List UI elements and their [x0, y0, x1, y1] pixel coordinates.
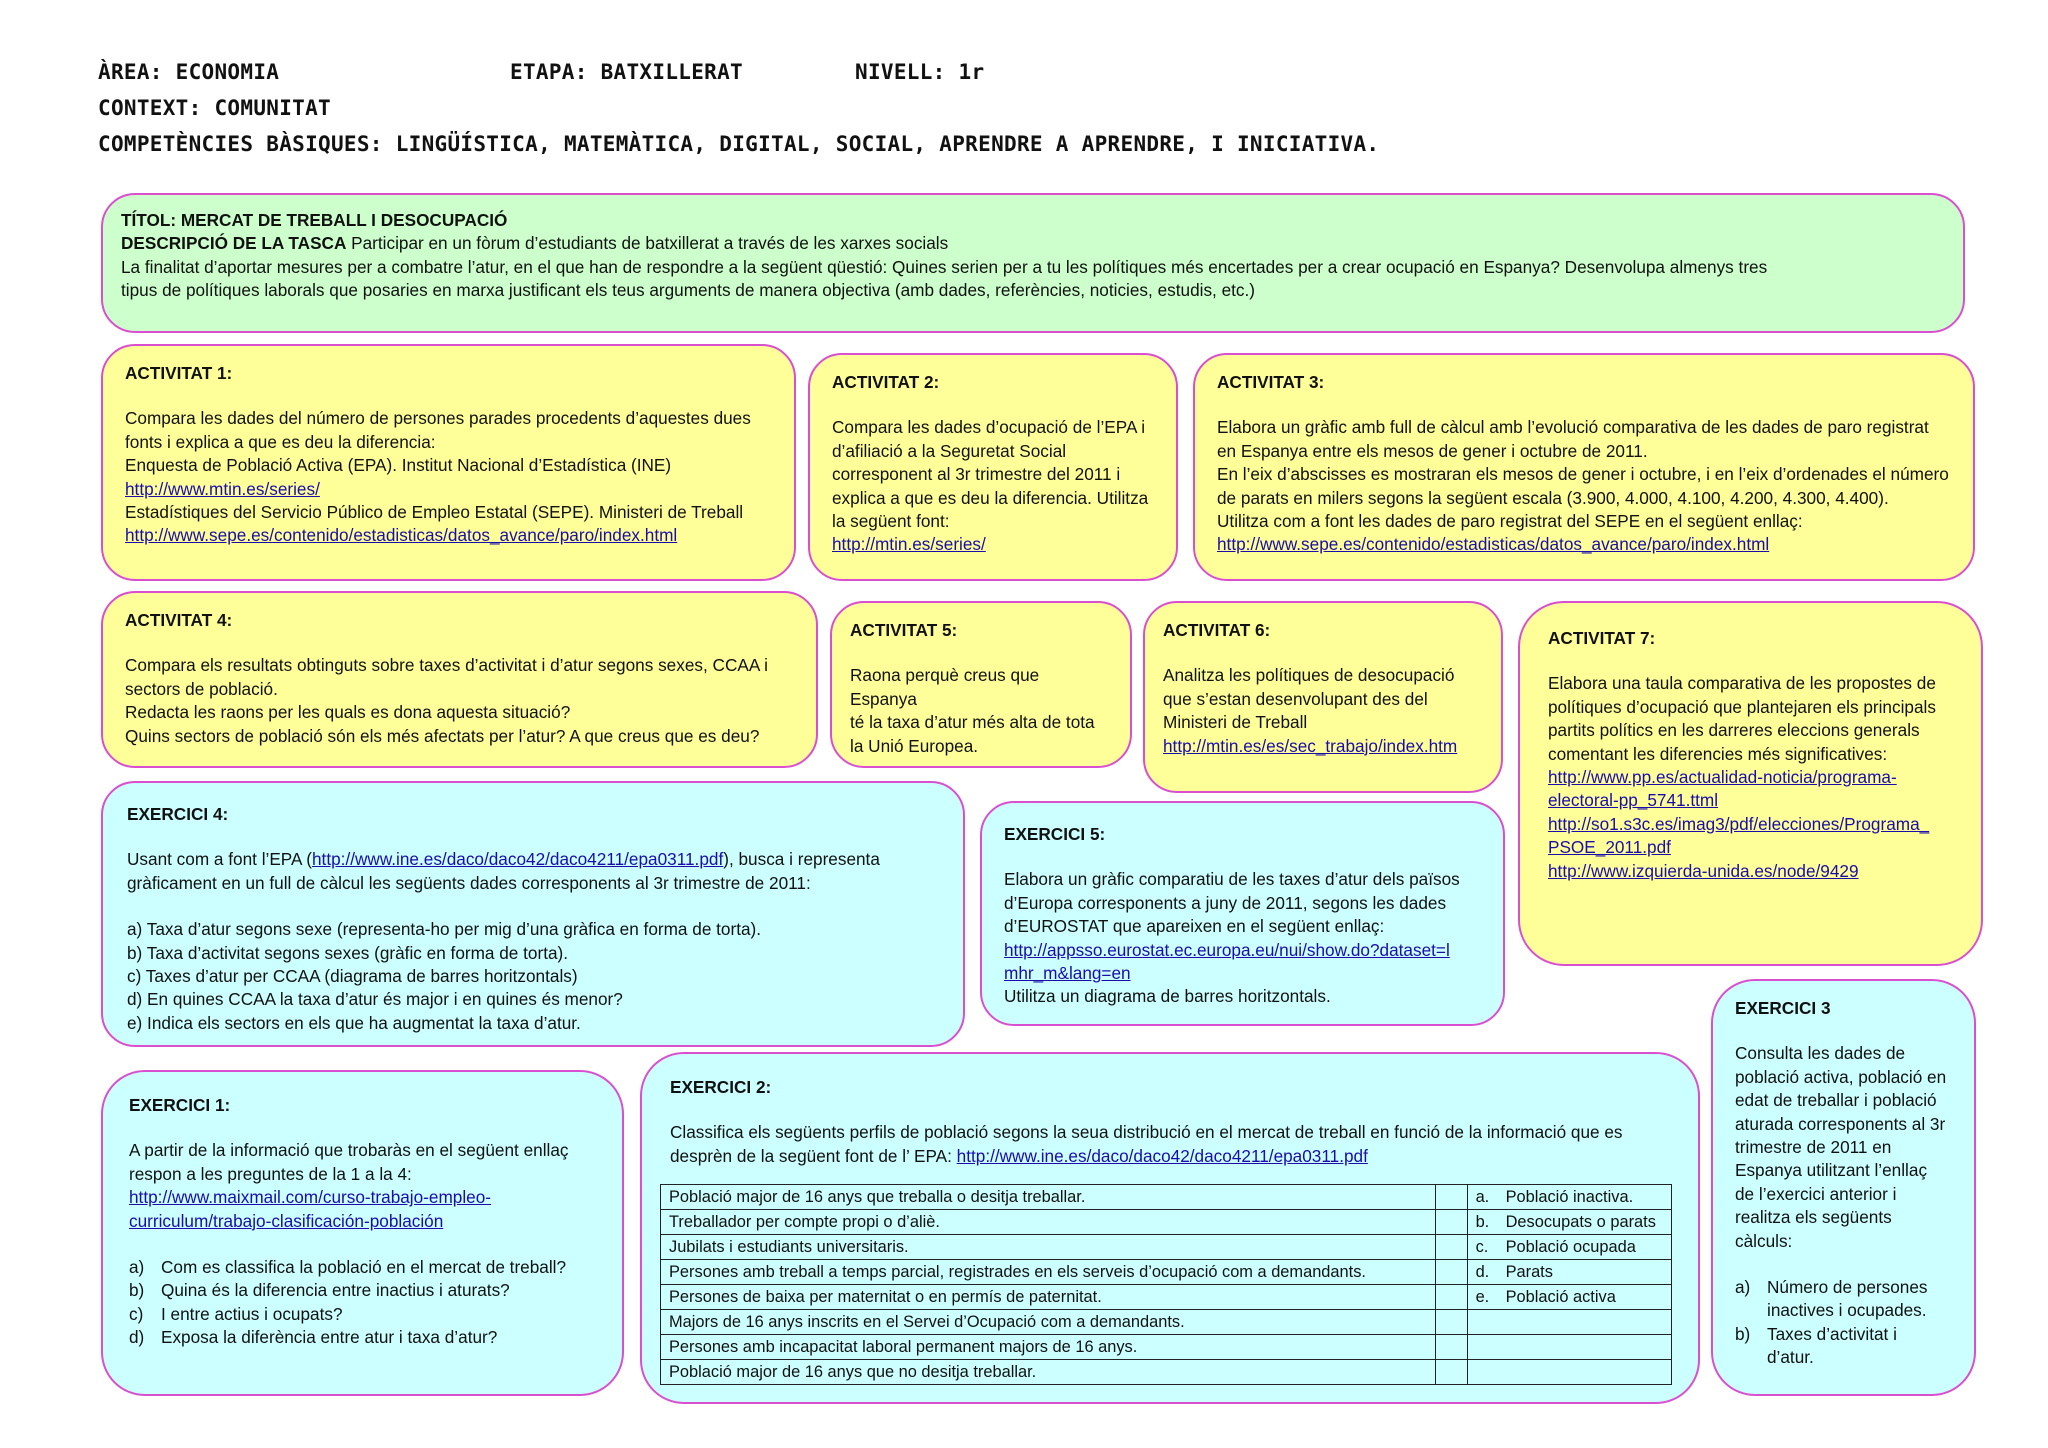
list-marker: a) [129, 1257, 145, 1278]
activitat-3-line: de parats en milers segons la següent escala (3.900, 4.000, 4.100, 4.200, 4.300, 4.400). [1217, 487, 1889, 508]
activitat-6-line: Ministeri de Treball [1163, 712, 1308, 733]
option-text: Població inactiva. [1505, 1188, 1634, 1207]
list-item [129, 1279, 596, 1302]
table-row [661, 1210, 1672, 1235]
table-cell: Persones de baixa per maternitat o en permís de paternitat. [661, 1285, 1436, 1310]
table-cell: Població major de 16 anys que treballa o desitja treballar. [661, 1185, 1436, 1210]
exercici-4-item: b) Taxa d’activitat segons sexes (gràfic en forma de torta). [127, 942, 569, 963]
exercici-3-item-text: d’atur. [1767, 1347, 1814, 1368]
table-cell [1435, 1310, 1467, 1335]
activitat-7-link-pp[interactable]: http://www.pp.es/actualidad-noticia/programa- [1548, 767, 1897, 788]
exercici-4-item: d) En quines CCAA la taxa d’atur és major i en quines és menor? [127, 989, 623, 1010]
exercici-4-link-epa[interactable]: http://www.ine.es/daco/daco42/daco4211/epa0311.pdf [312, 849, 724, 870]
exercici-4-item: a) Taxa d’atur segons sexe (representa-ho per mig d’una gràfica en forma de torta). [127, 919, 762, 940]
activitat-1-line: Enquesta de Població Activa (EPA). Institut Nacional d’Estadística (INE) [125, 455, 672, 476]
table-cell [1435, 1285, 1467, 1310]
list-text: Quina és la diferencia entre inactius i aturats? [161, 1280, 510, 1301]
exercici-3-item-text: inactives i ocupades. [1767, 1300, 1927, 1321]
exercici-3-title: EXERCICI 3 [1735, 998, 1831, 1018]
titol-line3: La finalitat d’aportar mesures per a combatre l’atur, en el que han de respondre a la següent qüestió: Quines serien per a tu les polítiques més encertades per a crear ocupació en Espanya? Desenvolupa almenys tres [121, 256, 1768, 277]
list-marker: c) [129, 1303, 144, 1324]
exercici-2-line: desprèn de la següent font de l’ EPA: [670, 1145, 957, 1166]
exercici-3-line: Espanya utilitzant l’enllaç [1735, 1160, 1928, 1181]
nivell-label: NIVELL: 1r [855, 60, 985, 84]
table-row [661, 1285, 1672, 1310]
activitat-3-title: ACTIVITAT 3: [1217, 372, 1325, 392]
table-cell [1435, 1185, 1467, 1210]
exercici-4-line: gràficament en un full de càlcul les següents dades corresponents al 3r trimestre de 2011: [127, 872, 811, 893]
table-cell [1467, 1210, 1671, 1235]
activitat-3-line: En l’eix d’abscisses es mostraran els mesos de gener i octubre, i en l’eix d’ordenades el número [1217, 464, 1949, 485]
exercici-3-line: població activa, població en [1735, 1066, 1947, 1087]
area-label: ÀREA: ECONOMIA [98, 60, 280, 84]
activitat-6-box [1143, 601, 1503, 793]
exercici-3-item [1735, 1276, 1952, 1323]
table-row [661, 1235, 1672, 1260]
exercici-2-table [660, 1184, 1672, 1385]
activitat-1-line: Estadístiques del Servicio Público de Empleo Estatal (SEPE). Ministeri de Treball [125, 502, 744, 523]
exercici-5-line: Utilitza un diagrama de barres horitzontals. [1004, 986, 1331, 1007]
table-cell [1435, 1335, 1467, 1360]
list-marker: d) [129, 1327, 145, 1348]
table-row [661, 1360, 1672, 1385]
option-marker: b. [1475, 1213, 1490, 1232]
titol-text: MERCAT DE TREBALL I DESOCUPACIÓ [180, 210, 508, 230]
context-label: CONTEXT: COMUNITAT [98, 96, 331, 120]
option-marker: c. [1475, 1238, 1489, 1257]
table-cell: Treballador per compte propi o d’aliè. [661, 1210, 1436, 1235]
exercici-3-line: realitza els següents [1735, 1207, 1892, 1228]
table-cell: Població major de 16 anys que no desitja treballar. [661, 1360, 1436, 1385]
exercici-4-text: ), busca i representa [723, 849, 880, 870]
option-text: Desocupats o parats [1505, 1213, 1656, 1232]
activitat-2-box [808, 353, 1178, 581]
table-row [661, 1260, 1672, 1285]
activitat-7-line: Elabora una taula comparativa de les propostes de [1548, 673, 1936, 694]
competencies-label: COMPETÈNCIES BÀSIQUES: LINGÜÍSTICA, MATEMÀTICA, DIGITAL, SOCIAL, APRENDRE A APRENDRE, I INICIATIVA. [98, 132, 1380, 156]
activitat-2-title: ACTIVITAT 2: [832, 372, 940, 392]
exercici-1-title: EXERCICI 1: [129, 1095, 231, 1115]
table-cell [1467, 1235, 1671, 1260]
exercici-3-line: de l’exercici anterior i [1735, 1183, 1897, 1204]
list-item [129, 1256, 596, 1279]
table-cell [1435, 1210, 1467, 1235]
table-cell: Majors de 16 anys inscrits en el Servei d’Ocupació com a demandants. [661, 1310, 1436, 1335]
activitat-7-line: partits polítics en les darreres eleccions generals [1548, 720, 1920, 741]
table-cell [1467, 1335, 1671, 1360]
table-cell [1467, 1185, 1671, 1210]
activitat-4-line: Quins sectors de població són els més afectats per l’atur? A que creus que es deu? [125, 725, 760, 746]
list-text: I entre actius i ocupats? [161, 1303, 343, 1324]
list-item [129, 1303, 596, 1326]
exercici-1-line: A partir de la informació que trobaràs en el següent enllaç [129, 1140, 569, 1161]
list-item [129, 1326, 596, 1349]
activitat-7-box [1518, 601, 1983, 966]
exercici-3-box [1711, 979, 1976, 1396]
table-cell [1467, 1285, 1671, 1310]
option-text: Població activa [1505, 1288, 1616, 1307]
list-text: Exposa la diferència entre atur i taxa d’atur? [161, 1327, 498, 1348]
option-marker: a. [1475, 1188, 1490, 1207]
activitat-4-box [101, 591, 818, 768]
exercici-3-line: edat de treballar i població [1735, 1090, 1937, 1111]
descripcio-text: Participar en un fòrum d’estudiants de batxillerat a través de les xarxes socials [346, 233, 949, 254]
exercici-3-line: Consulta les dades de [1735, 1043, 1906, 1064]
activitat-7-line: comentant les diferencies més significatives: [1548, 743, 1888, 764]
activitat-3-box [1193, 353, 1975, 581]
exercici-1-box [101, 1070, 624, 1396]
activitat-7-link-iu[interactable]: http://www.izquierda-unida.es/node/9429 [1548, 860, 1859, 881]
exercici-5-line: d’Europa corresponents a juny de 2011, segons les dades [1004, 892, 1447, 913]
exercici-4-box [101, 781, 965, 1047]
activitat-3-link[interactable]: http://www.sepe.es/contenido/estadisticas/datos_avance/paro/index.html [1217, 534, 1770, 555]
exercici-5-line: Elabora un gràfic comparatiu de les taxes d’atur dels països [1004, 869, 1460, 890]
exercici-2-link-epa[interactable]: http://www.ine.es/daco/daco42/daco4211/epa0311.pdf [956, 1145, 1368, 1166]
activitat-1-line: Compara les dades del número de persones parades procedents d’aquestes dues [125, 408, 751, 429]
titol-box [101, 193, 1965, 333]
table-cell [1467, 1260, 1671, 1285]
exercici-5-link[interactable]: http://appsso.eurostat.ec.europa.eu/nui/show.do?dataset=l [1004, 939, 1450, 960]
activitat-5-line: té la taxa d’atur més alta de tota [850, 712, 1095, 733]
table-cell [1467, 1360, 1671, 1385]
activitat-4-line: sectors de població. [125, 678, 278, 699]
activitat-5-line: la Unió Europea. [850, 735, 979, 756]
exercici-5-box [980, 801, 1505, 1026]
activitat-7-link-pp[interactable]: electoral-pp_5741.ttml [1548, 790, 1719, 811]
table-cell [1435, 1360, 1467, 1385]
exercici-3-item [1735, 1323, 1952, 1370]
exercici-4-item: e) Indica els sectors en els que ha augmentat la taxa d’atur. [127, 1012, 581, 1033]
activitat-2-line: la següent font: [832, 511, 950, 532]
exercici-5-title: EXERCICI 5: [1004, 824, 1106, 844]
activitat-1-link-sepe[interactable]: http://www.sepe.es/contenido/estadisticas/datos_avance/paro/index.html [125, 525, 678, 546]
activitat-7-line: polítiques d’ocupació que plantejaren els principals [1548, 696, 1936, 717]
activitat-6-title: ACTIVITAT 6: [1163, 620, 1271, 640]
table-cell [1435, 1260, 1467, 1285]
activitat-7-link-psoe[interactable]: PSOE_2011.pdf [1548, 837, 1671, 858]
activitat-5-title: ACTIVITAT 5: [850, 620, 958, 640]
list-marker: b) [1735, 1323, 1751, 1344]
table-cell [1467, 1310, 1671, 1335]
list-text: Com es classifica la població en el mercat de treball? [161, 1257, 567, 1278]
exercici-3-item-text: Número de persones [1767, 1277, 1928, 1298]
option-marker: d. [1475, 1263, 1490, 1282]
exercici-1-line: respon a les preguntes de la 1 a la 4: [129, 1163, 412, 1184]
activitat-6-line: Analitza les polítiques de desocupació [1163, 665, 1455, 686]
exercici-1-link[interactable]: http://www.maixmail.com/curso-trabajo-empleo- [129, 1187, 492, 1208]
exercici-5-line: d’EUROSTAT que apareixen en el següent enllaç: [1004, 916, 1385, 937]
activitat-5-box [830, 601, 1132, 768]
table-row [661, 1185, 1672, 1210]
titol-label: TÍTOL: [121, 210, 177, 230]
exercici-4-text: Usant com a font l’EPA ( [127, 849, 312, 870]
table-cell [1435, 1235, 1467, 1260]
activitat-1-box [101, 344, 796, 581]
activitat-4-line: Redacta les raons per les quals es dona aquesta situació? [125, 702, 571, 723]
activitat-1-title: ACTIVITAT 1: [125, 363, 233, 383]
exercici-2-line: Classifica els següents perfils de població segons la seua distribució en el mercat de treball en funció de la informació que es [670, 1122, 1623, 1143]
exercici-4-title: EXERCICI 4: [127, 804, 229, 824]
exercici-3-line: trimestre de 2011 en [1735, 1137, 1892, 1158]
activitat-5-line: Raona perquè creus que Espanya [850, 665, 1040, 709]
activitat-3-line: Utilitza com a font les dades de paro registrat del SEPE en el següent enllaç: [1217, 511, 1803, 532]
activitat-2-link[interactable]: http://mtin.es/series/ [832, 534, 986, 555]
activitat-6-line: que s’estan desenvolupant des del [1163, 688, 1428, 709]
exercici-3-item-text: Taxes d’activitat i [1767, 1323, 1897, 1344]
table-row [661, 1310, 1672, 1335]
activitat-1-link-mtin[interactable]: http://www.mtin.es/series/ [125, 478, 320, 499]
exercici-2-title: EXERCICI 2: [670, 1077, 772, 1097]
activitat-2-line: explica a que es deu la diferencia. Utilitza [832, 487, 1149, 508]
table-cell: Persones amb incapacitat laboral permanent majors de 16 anys. [661, 1335, 1436, 1360]
option-marker: e. [1475, 1288, 1490, 1307]
table-cell: Persones amb treball a temps parcial, registrades en els serveis d’ocupació com a demandants. [661, 1260, 1436, 1285]
exercici-3-line: aturada corresponents al 3r [1735, 1113, 1946, 1134]
exercici-3-line: càlculs: [1735, 1230, 1793, 1251]
activitat-3-line: Elabora un gràfic amb full de càlcul amb l’evolució comparativa de les dades de paro registrat [1217, 417, 1929, 438]
list-marker: a) [1735, 1277, 1751, 1298]
exercici-1-link[interactable]: curriculum/trabajo-clasificación-población [129, 1210, 444, 1231]
activitat-7-link-psoe[interactable]: http://so1.s3c.es/imag3/pdf/elecciones/Programa_ [1548, 813, 1930, 834]
titol-line4: tipus de polítiques laborals que posaries en marxa justificant els teus arguments de manera objectiva (amb dades, referències, noticies, estudis, etc.) [121, 280, 1256, 301]
activitat-7-title: ACTIVITAT 7: [1548, 628, 1656, 648]
activitat-1-line: fonts i explica a que es deu la diferencia: [125, 431, 436, 452]
table-row [661, 1335, 1672, 1360]
etapa-label: ETAPA: BATXILLERAT [510, 60, 743, 84]
option-text: Parats [1505, 1263, 1553, 1282]
activitat-4-title: ACTIVITAT 4: [125, 610, 233, 630]
activitat-2-line: d’afiliació a la Seguretat Social [832, 440, 1067, 461]
exercici-2-box [640, 1052, 1700, 1404]
descripcio-label: DESCRIPCIÓ DE LA TASCA [121, 233, 347, 254]
activitat-4-line: Compara els resultats obtinguts sobre taxes d’activitat i d’atur segons sexes, CCAA i [125, 655, 768, 676]
exercici-4-item: c) Taxes d’atur per CCAA (diagrama de barres horitzontals) [127, 966, 578, 987]
activitat-2-line: corresponent al 3r trimestre del 2011 i [832, 464, 1121, 485]
exercici-1-questions [129, 1256, 596, 1350]
option-text: Població ocupada [1505, 1238, 1636, 1257]
table-cell: Jubilats i estudiants universitaris. [661, 1235, 1436, 1260]
activitat-6-link[interactable]: http://mtin.es/es/sec_trabajo/index.htm [1163, 735, 1458, 756]
list-marker: b) [129, 1280, 145, 1301]
activitat-3-line: en Espanya entre els mesos de gener i octubre de 2011. [1217, 440, 1648, 461]
exercici-5-link[interactable]: mhr_m&lang=en [1004, 963, 1131, 984]
activitat-2-line: Compara les dades d’ocupació de l’EPA i [832, 417, 1146, 438]
